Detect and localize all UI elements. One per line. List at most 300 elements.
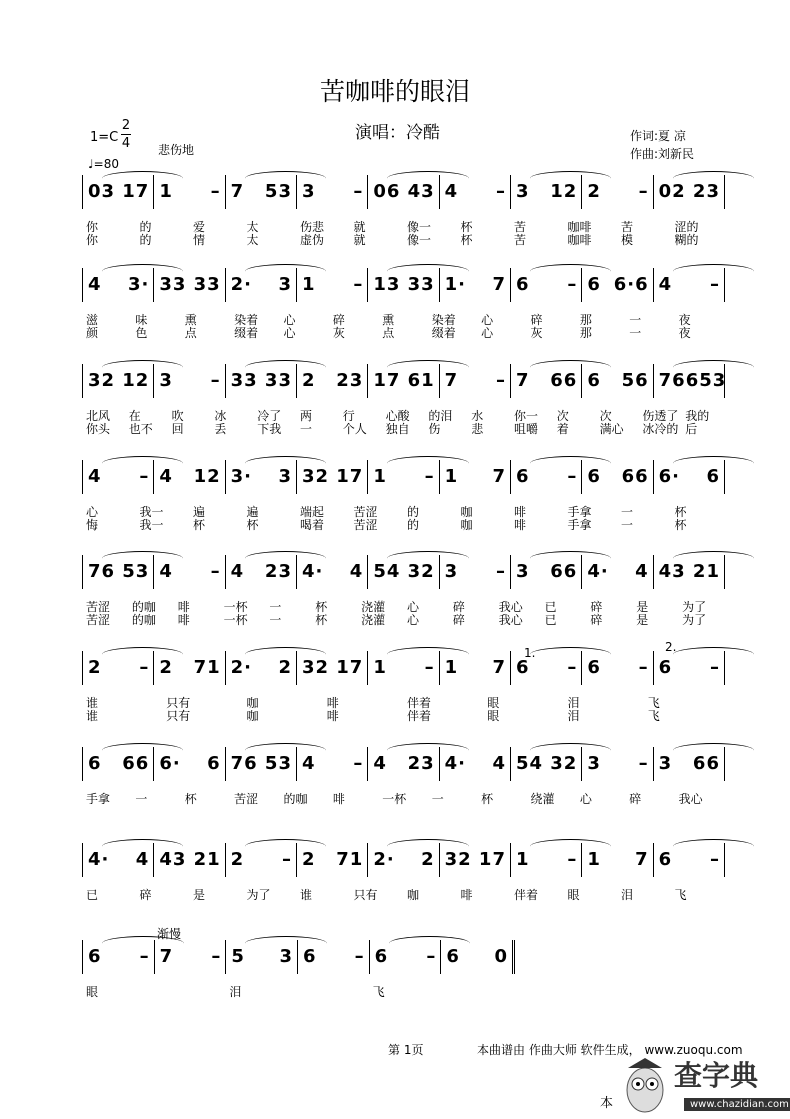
lyric-word: 浇灌: [361, 613, 386, 627]
measure-notes: [587, 561, 648, 582]
lyric-word: 杯: [246, 518, 259, 532]
lyric-word: 已: [86, 888, 99, 902]
note-group: 33: [264, 370, 292, 391]
lyric-word: 我心: [678, 792, 703, 806]
lyric-word: 杯: [184, 792, 197, 806]
lyric-word: 碎: [530, 313, 543, 327]
measure-notes: [587, 370, 648, 391]
barline: [653, 651, 654, 685]
lyric-word: 我的: [685, 409, 710, 423]
note-group: 2: [587, 181, 601, 202]
note-group: 53: [122, 561, 150, 582]
barline: [367, 268, 368, 302]
measure-notes: [587, 753, 648, 774]
barline: [510, 555, 511, 589]
note-group: 3: [278, 274, 292, 295]
note-group: 53: [264, 181, 292, 202]
lyric-word: 苦涩: [353, 505, 378, 519]
lyric-word: 心: [283, 313, 296, 327]
measure-notes: [303, 946, 365, 967]
note-group: 5: [231, 946, 245, 967]
note-group: –: [567, 466, 578, 487]
note-group: 6: [658, 657, 673, 678]
lyric-word: 糊的: [674, 233, 699, 247]
note-group: 6: [587, 657, 601, 678]
lyric-word: 苦涩: [234, 792, 259, 806]
lyricist: 作词:夏 凉: [630, 129, 686, 143]
lyric-word: 点: [382, 326, 395, 340]
singer: 演唱：冷酷: [355, 123, 440, 143]
lyric-word: 啡: [326, 709, 339, 723]
note-group: 766: [658, 370, 700, 391]
lyric-word: 杯: [460, 233, 473, 247]
note-group: 4: [88, 274, 102, 295]
note-group: –: [567, 849, 578, 870]
lyric-word: 为了: [246, 888, 271, 902]
lyric-word: 苦: [514, 233, 527, 247]
lyric-word: 啡: [177, 613, 190, 627]
measure-notes: [159, 370, 220, 391]
time-divider: [121, 134, 131, 135]
lyric-word: 的咖: [283, 792, 308, 806]
barline: [510, 460, 511, 494]
lyric-word: 啡: [332, 792, 345, 806]
page-title: 苦咖啡的眼泪: [319, 77, 470, 106]
tempo-value: =80: [93, 157, 119, 171]
note-group: 32: [444, 849, 472, 870]
measure-notes: [445, 561, 506, 582]
note-group: 54: [516, 753, 544, 774]
lyric-word: 为了: [682, 600, 707, 614]
note-group: 6·6: [613, 274, 649, 295]
measure-notes: [445, 370, 506, 391]
note-group: 1: [444, 657, 459, 678]
note-group: 4: [230, 561, 245, 582]
lyric-word: 杯: [674, 505, 687, 519]
lyric-word: 苦涩: [86, 613, 111, 627]
lyric-word: 我一: [139, 505, 164, 519]
lyric-word: 苦: [621, 220, 634, 234]
note-group: 6: [516, 466, 530, 487]
note-group: 33: [407, 274, 435, 295]
note-group: –: [495, 370, 506, 391]
lyric-word: 咖啡: [567, 220, 592, 234]
note-group: 4: [373, 753, 387, 774]
lyric-word: 你: [86, 233, 99, 247]
lyric-word: 心: [86, 505, 99, 519]
note-group: –: [426, 946, 437, 967]
lyric-word: 那: [579, 313, 592, 327]
barline: [510, 747, 511, 781]
lyric-word: 灰: [530, 326, 543, 340]
note-group: –: [424, 466, 435, 487]
lyric-word: 回: [171, 422, 184, 436]
note-group: 4: [349, 561, 364, 582]
volta-1: 1.: [524, 646, 536, 660]
note-group: 3: [279, 946, 293, 967]
note-group: –: [210, 561, 221, 582]
note-group: 21: [193, 849, 221, 870]
note-group: 53: [264, 753, 292, 774]
lyric-word: 一: [431, 792, 444, 806]
lyric-word: 熏: [184, 313, 197, 327]
lyric-word: 碎: [629, 792, 642, 806]
lyric-word: 心: [481, 326, 494, 340]
note-group: 1: [516, 849, 530, 870]
lyric-word: 心酸: [385, 409, 410, 423]
note-group: 76: [230, 753, 258, 774]
barline: [225, 364, 226, 398]
note-group: –: [709, 849, 720, 870]
measure-notes: [302, 753, 363, 774]
lyric-word: 杯: [315, 600, 328, 614]
lyric-word: 染着: [234, 313, 259, 327]
note-group: 1: [373, 657, 387, 678]
note-group: 2: [230, 849, 245, 870]
lyric-word: 的咖: [131, 600, 156, 614]
barline: [510, 651, 511, 685]
lyric-word: 北风: [86, 409, 111, 423]
note-group: 32: [407, 561, 435, 582]
lyric-word: 碎: [452, 613, 465, 627]
note-group: 3: [658, 753, 673, 774]
note-group: 4: [159, 561, 173, 582]
slur: [673, 647, 754, 662]
lyric-word: 水: [471, 409, 484, 423]
lyric-word: 夜: [678, 313, 691, 327]
staff-row: [82, 268, 724, 302]
lyric-word: 一: [621, 505, 634, 519]
measure-notes: [445, 849, 506, 870]
note-group: 7: [492, 274, 506, 295]
lyric-word: 悔: [86, 518, 99, 532]
lyric-word: 杯: [193, 518, 206, 532]
logo-prefix: 本: [600, 1096, 614, 1111]
staff-row: [82, 747, 724, 781]
lyric-word: 为了: [682, 613, 707, 627]
lyric-word: 太: [246, 233, 259, 247]
staff-row: [82, 651, 724, 685]
note-group: 6·: [658, 466, 681, 487]
note-group: –: [567, 274, 578, 295]
time-top: 2: [121, 118, 131, 133]
barline: [367, 555, 368, 589]
note-group: 53: [699, 370, 727, 391]
note-group: 7: [492, 657, 506, 678]
lyric-word: 飞: [647, 696, 660, 710]
note-group: 33: [230, 370, 258, 391]
note-group: –: [210, 181, 221, 202]
barline: [225, 555, 226, 589]
lyric-word: 咖: [246, 696, 259, 710]
lyric-word: 咖啡: [567, 233, 592, 247]
lyric-word: 缀着: [431, 326, 456, 340]
lyric-word: 泪: [229, 985, 242, 999]
note-group: 32: [302, 657, 330, 678]
note-group: 3: [587, 753, 601, 774]
lyric-word: 我一: [139, 518, 164, 532]
lyric-word: 滋: [86, 313, 99, 327]
barline: [653, 555, 654, 589]
lyric-word: 就: [353, 220, 366, 234]
lyric-word: 独自: [385, 422, 410, 436]
note-group: –: [638, 181, 649, 202]
barline: [369, 940, 370, 974]
watermark-logo: [600, 1050, 790, 1119]
lyric-word: 熏: [382, 313, 395, 327]
volta-2: 2.: [665, 640, 677, 654]
note-group: 6: [658, 849, 673, 870]
note-group: 66: [692, 753, 720, 774]
generator-credit: 本曲谱由 作曲大师 软件生成， www.zuoqu.com: [477, 1043, 743, 1057]
note-group: 2·: [230, 274, 253, 295]
lyric-word: 的: [139, 220, 152, 234]
lyric-word: 一杯: [382, 792, 407, 806]
lyric-word: 啡: [326, 696, 339, 710]
lyric-word: 行: [342, 409, 355, 423]
lyric-word: 碎: [332, 313, 345, 327]
measure-notes: [302, 561, 363, 582]
lyric-word: 心: [579, 792, 592, 806]
lyric-word: 啡: [514, 505, 527, 519]
note-group: 76: [88, 561, 116, 582]
barline: [82, 940, 83, 974]
lyric-word: 杯: [481, 792, 494, 806]
note-group: 2: [302, 370, 316, 391]
note-group: –: [638, 657, 649, 678]
note-group: 12: [122, 370, 150, 391]
slur: [673, 264, 754, 279]
note-group: 1·: [444, 274, 467, 295]
note-group: 4: [159, 466, 173, 487]
barline: [653, 175, 654, 209]
barline: [653, 843, 654, 877]
note-group: 6: [88, 753, 102, 774]
lyric-word: 咖: [460, 505, 473, 519]
barline: [653, 364, 654, 398]
time-signature: [121, 118, 131, 151]
note-group: 4: [135, 849, 150, 870]
measure-notes: [587, 849, 648, 870]
note-group: 12: [550, 181, 578, 202]
note-group: 66: [550, 561, 578, 582]
lyric-word: 味: [135, 313, 148, 327]
lyric-word: 泪: [621, 888, 634, 902]
slur: [673, 360, 754, 375]
slur: [673, 743, 754, 758]
lyric-word: 苦: [514, 220, 527, 234]
barline: [225, 268, 226, 302]
note-group: 7: [635, 849, 649, 870]
logo-url: www.chazidian.com: [684, 1098, 790, 1111]
lyric-word: 心: [481, 313, 494, 327]
staff-row: [82, 175, 724, 209]
lyric-word: 悲: [471, 422, 484, 436]
note-group: 32: [302, 466, 330, 487]
lyric-word: 谁: [300, 888, 313, 902]
lyric-word: 一: [269, 613, 282, 627]
lyric-word: 啡: [460, 888, 473, 902]
lyric-word: 谁: [86, 696, 99, 710]
barline: [367, 460, 368, 494]
logo-text: 查字典: [674, 1059, 759, 1092]
lyric-word: 我心: [498, 613, 523, 627]
lyric-word: 一: [629, 326, 642, 340]
lyric-word: 缀着: [234, 326, 259, 340]
lyric-word: 只有: [166, 696, 191, 710]
lyric-word: 遍: [246, 505, 259, 519]
lyric-word: 心: [283, 326, 296, 340]
note-group: 3: [278, 466, 292, 487]
note-group: 6: [207, 753, 221, 774]
lyric-word: 吹: [171, 409, 184, 423]
lyric-word: 一: [300, 422, 313, 436]
barline: [367, 747, 368, 781]
measure-notes: [445, 657, 506, 678]
lyric-word: 啡: [514, 518, 527, 532]
barline: [225, 940, 226, 974]
note-group: –: [567, 657, 578, 678]
lyric-word: 咖: [246, 709, 259, 723]
lyric-word: 情: [193, 233, 206, 247]
lyric-word: 夜: [678, 326, 691, 340]
note-group: 1: [302, 274, 316, 295]
note-group: 4: [444, 181, 459, 202]
note-group: 66: [621, 466, 649, 487]
lyric-word: 碎: [590, 613, 603, 627]
lyric-word: 眼: [567, 888, 580, 902]
measure-notes: [159, 753, 220, 774]
note-group: 2: [159, 657, 173, 678]
lyric-word: 个人: [342, 422, 367, 436]
measure-notes: [160, 946, 222, 967]
lyric-word: 眼: [86, 985, 99, 999]
lyric-word: 涩的: [674, 220, 699, 234]
staff-row: [82, 460, 724, 494]
note-group: 43: [159, 849, 187, 870]
time-bottom: 4: [121, 136, 131, 151]
lyric-word: 啡: [177, 600, 190, 614]
note-group: 23: [264, 561, 292, 582]
lyric-word: 像一: [407, 233, 432, 247]
note-group: –: [353, 181, 364, 202]
note-group: 6: [706, 466, 720, 487]
staff-row: [82, 555, 724, 589]
lyric-word: 后: [685, 422, 698, 436]
tempo-marking: [88, 157, 119, 171]
lyric-word: 冷了: [257, 409, 282, 423]
note-group: 1: [159, 181, 173, 202]
measure-notes: [159, 849, 220, 870]
note-group: 4: [302, 753, 316, 774]
note-group: 17: [336, 657, 364, 678]
note-group: 23: [692, 181, 720, 202]
note-group: 33: [193, 274, 221, 295]
note-group: 2: [88, 657, 102, 678]
lyric-word: 一: [135, 792, 148, 806]
note-group: 66: [550, 370, 578, 391]
lyric-word: 的: [139, 233, 152, 247]
note-group: 3: [516, 561, 530, 582]
barline: [225, 460, 226, 494]
note-group: 0: [494, 946, 508, 967]
lyric-word: 碎: [590, 600, 603, 614]
lyric-word: 杯: [460, 220, 473, 234]
lyric-word: 染着: [431, 313, 456, 327]
note-group: 32: [88, 370, 116, 391]
note-group: 7: [492, 466, 506, 487]
lyric-word: 冰冷的: [642, 422, 679, 436]
barline: [367, 175, 368, 209]
lyric-word: 杯: [315, 613, 328, 627]
lyric-word: 太: [246, 220, 259, 234]
measure-notes: [445, 181, 506, 202]
note-group: 3: [302, 181, 316, 202]
lyric-word: 是: [636, 613, 649, 627]
note-group: 6·: [159, 753, 181, 774]
measure-notes: [445, 753, 506, 774]
lyric-word: 两: [300, 409, 313, 423]
note-group: 02: [658, 181, 686, 202]
note-group: 17: [373, 370, 401, 391]
lyric-word: 咖: [407, 888, 420, 902]
lyric-word: 飞: [372, 985, 385, 999]
barline: [82, 268, 83, 302]
note-group: 71: [193, 657, 221, 678]
lyric-word: 伴着: [407, 696, 432, 710]
lyric-word: 丢: [214, 422, 227, 436]
slur: [673, 171, 754, 186]
note-group: 4·: [587, 561, 609, 582]
barline: [367, 843, 368, 877]
note-group: –: [424, 657, 435, 678]
measure-notes: [587, 466, 648, 487]
barline: [82, 747, 83, 781]
note-group: 6: [374, 946, 389, 967]
note-group: –: [139, 466, 150, 487]
measure-notes: [159, 274, 220, 295]
lyric-word: 手拿: [567, 505, 592, 519]
barline: [82, 555, 83, 589]
note-group: 71: [336, 849, 364, 870]
lyric-word: 点: [184, 326, 197, 340]
note-group: 2·: [230, 657, 253, 678]
lyric-word: 一杯: [223, 613, 248, 627]
note-group: 6: [88, 946, 102, 967]
note-group: 17: [478, 849, 506, 870]
note-group: –: [353, 274, 364, 295]
note-group: –: [495, 181, 506, 202]
lyric-word: 我心: [498, 600, 523, 614]
lyric-word: 也不: [128, 422, 153, 436]
note-group: 6: [587, 466, 601, 487]
lyric-word: 虚伪: [300, 233, 325, 247]
lyric-word: 一杯: [223, 600, 248, 614]
lyric-word: 一: [269, 600, 282, 614]
note-group: 13: [373, 274, 401, 295]
lyric-word: 灰: [332, 326, 345, 340]
note-group: 6: [516, 274, 530, 295]
ritardando: 渐慢: [157, 927, 182, 941]
measure-notes: [445, 466, 506, 487]
lyric-word: 的咖: [131, 613, 156, 627]
note-group: 03: [88, 181, 116, 202]
barline: [82, 364, 83, 398]
measure-notes: [159, 561, 220, 582]
note-group: 1: [444, 466, 459, 487]
note-group: 3: [159, 370, 173, 391]
mood-marking: 悲伤地: [158, 143, 195, 157]
